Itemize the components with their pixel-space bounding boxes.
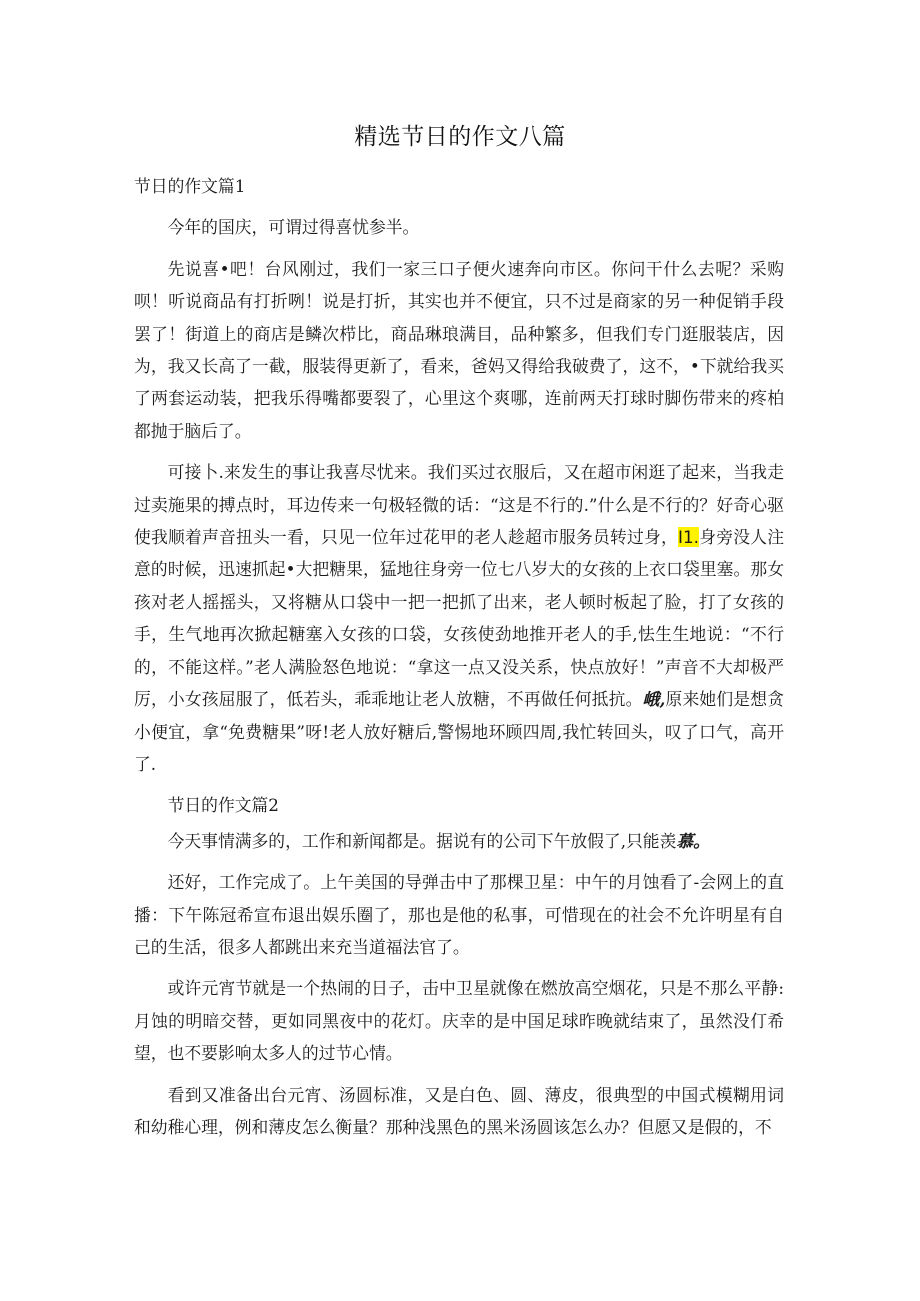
section-heading-2: 节日的作文篇2: [167, 795, 279, 816]
document-title: 精选节日的作文八篇: [354, 124, 566, 150]
paragraph: 先说喜•吧！台风刚过，我们一家三口子便火速奔向市区。你问干什么去呢？采购呗！听说商品有打折咧！说是打折，其实也并不便宜，只不过是商家的另一种促销手段罢了！街道上的商店是鳞次栉比，商品琳琅满目，品种繁多，但我们专门逛服装店，因为，我又长高了一截，服装得更新了，看来，爸妈又得给我破费了，这不，•下就给我买了两套运动装，把我乐得嘴都要裂了，心里这个爽哪，连前两天打球时脚伤带来的疼柏都抛于脑后了。: [134, 258, 784, 441]
paragraph: 看到又准备出台元宵、汤圆标准，又是白色、圆、薄皮，很典型的中国式模糊用词和幼稚心理，例和薄皮怎么衡量？那种浅黑色的黑米汤圆该怎么办？但愿又是假的，不: [134, 1084, 784, 1137]
section-heading-1: 节日的作文篇1: [134, 176, 246, 196]
paragraph-text: 可接卜.来发生的事让我喜尽忧来。我们买过衣服后，又在超市闲逛了起来，当我走过卖施果的搏点时，耳边传来一句极轻微的话：“这是不行的.”什么是不行的？好奇心驱使我顺着声音扭头一看，只见一位年过花甲的老人趁超市服务员转过身，: [134, 462, 784, 548]
bold-italic-text: 峨,: [642, 689, 666, 710]
highlighted-text: I1.: [678, 527, 699, 548]
paragraph: 还好，工作完成了。上午美国的导弹击中了那棵卫星：中午的月蚀看了-会网上的直播：下午陈冠希宣布退出娱乐圈了，那也是他的私事，可惜现在的社会不允许明星有自己的生活，很多人都跳出来充当道福法官了。: [134, 872, 784, 957]
paragraph-text: 今天事情满多的，工作和新闻都是。据说有的公司下午放假了,只能羡: [167, 830, 677, 851]
document-body: [134, 170, 784, 1152]
paragraph-text: 身旁没人注意的时候，迅速抓起•大把糖果，猛地往身旁一位七八岁大的女孩的上衣口袋里塞。那女孩对老人摇摇头，又将糖从口袋中一把一把抓了出来，老人顿时板起了脸，打了女孩的手，生气地再次掀起糖塞入女孩的口袋，女孩使劲地推开老人的手,怯生生地说：“不行的，不能这样。”老人满脸怒色地说：“拿这一点又没关系，快点放好！”声音不大却极严厉，小女孩屈服了，低若头，乖乖地让老人放糖，不再做任何抵抗。: [134, 527, 784, 710]
bold-italic-text: 慕。: [676, 830, 710, 851]
paragraph: [134, 456, 784, 780]
paragraph-text: 原来她们是想贪小便宜，拿“免费糖果”呀!老人放好糖后,警惕地环顾四周,我忙转回头，叹了口气，高开了.: [134, 689, 784, 774]
paragraph: [134, 825, 784, 857]
paragraph: 或许元宵节就是一个热闹的日子，击中卫星就像在燃放高空烟花，只是不那么平静:月蚀的明暗交替，更如同黑夜中的花灯。庆幸的是中国足球昨晚就结束了，虽然没仃希望，也不要影响太多人的过节心情。: [134, 978, 784, 1064]
paragraph: 今年的国庆，可谓过得喜忧参半。: [167, 217, 420, 238]
